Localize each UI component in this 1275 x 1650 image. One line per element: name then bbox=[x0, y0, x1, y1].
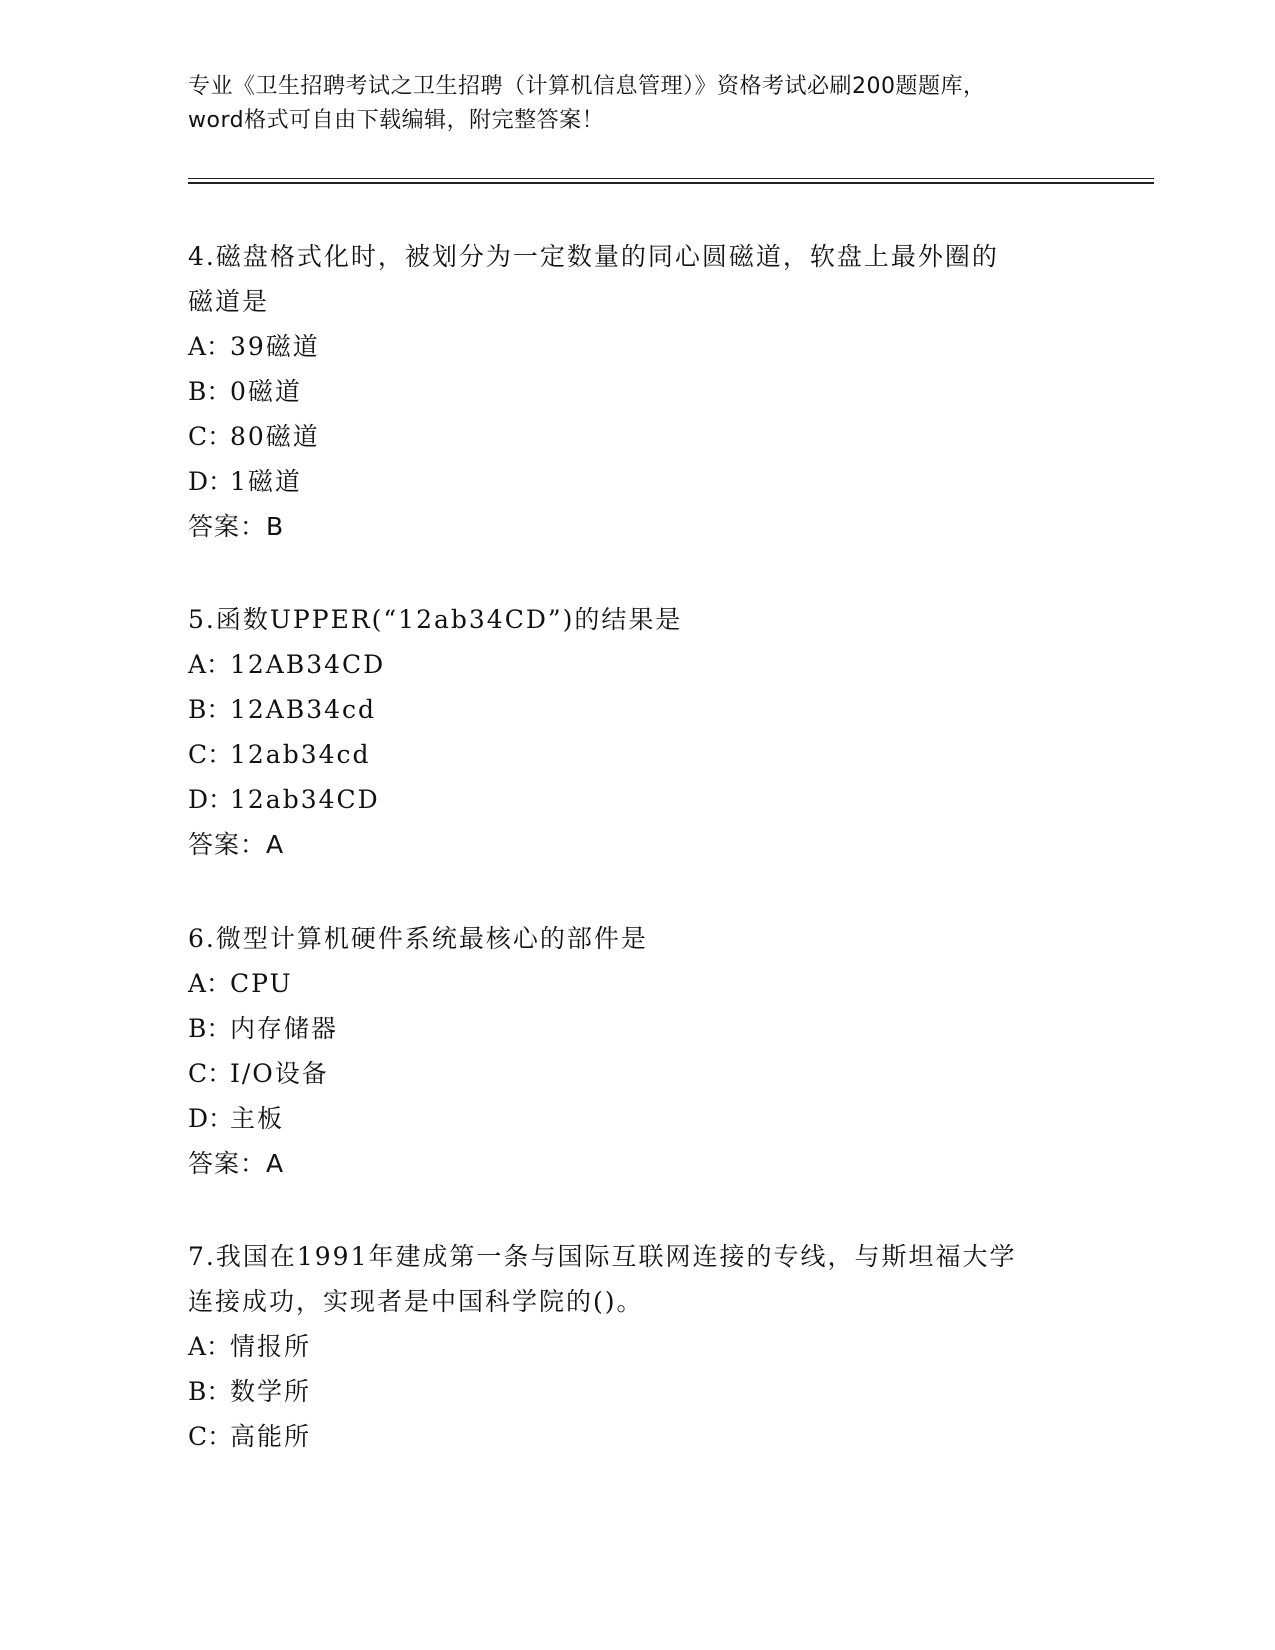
question-6 bbox=[188, 916, 1088, 1186]
option-a bbox=[188, 1324, 1088, 1369]
option-d bbox=[188, 1096, 1088, 1141]
option-text: CPU bbox=[230, 969, 293, 998]
option-text: 数学所 bbox=[230, 1377, 312, 1406]
option-c bbox=[188, 414, 1088, 459]
option-text: 0磁道 bbox=[230, 377, 302, 406]
option-b bbox=[188, 1369, 1088, 1414]
option-key: C： bbox=[188, 1422, 233, 1451]
option-a bbox=[188, 961, 1088, 1006]
question-7 bbox=[188, 1234, 1088, 1459]
question-stem-line-1: 4.磁盘格式化时，被划分为一定数量的同心圆磁道，软盘上最外圈的 bbox=[188, 242, 999, 271]
option-a bbox=[188, 642, 1088, 687]
option-c bbox=[188, 1414, 1088, 1459]
option-key: B： bbox=[188, 1014, 232, 1043]
document-header bbox=[188, 70, 1088, 138]
question-stem-line-1: 7.我国在1991年建成第一条与国际互联网连接的专线，与斯坦福大学 bbox=[188, 1242, 1017, 1271]
option-d bbox=[188, 777, 1088, 822]
option-key: B： bbox=[188, 1377, 232, 1406]
option-key: A： bbox=[188, 969, 232, 998]
option-b bbox=[188, 369, 1088, 414]
option-text: 主板 bbox=[230, 1104, 285, 1133]
option-b bbox=[188, 687, 1088, 732]
option-key: D： bbox=[188, 1104, 234, 1133]
option-text: 1磁道 bbox=[230, 467, 302, 496]
option-key: C： bbox=[188, 1059, 233, 1088]
option-text: 80磁道 bbox=[230, 422, 320, 451]
option-text: I/O设备 bbox=[230, 1059, 329, 1088]
option-key: A： bbox=[188, 332, 232, 361]
option-key: D： bbox=[188, 467, 234, 496]
question-stem-line-1: 5.函数UPPER(“12ab34CD”)的结果是 bbox=[188, 605, 683, 634]
option-text: 12AB34CD bbox=[230, 650, 386, 679]
answer-line: 答案：A bbox=[188, 1149, 285, 1178]
question-stem-line-2: 磁道是 bbox=[188, 287, 270, 316]
option-key: C： bbox=[188, 422, 233, 451]
option-key: D： bbox=[188, 785, 234, 814]
option-key: C： bbox=[188, 740, 233, 769]
header-rule-thin bbox=[188, 178, 1154, 179]
option-c bbox=[188, 1051, 1088, 1096]
question-5 bbox=[188, 597, 1088, 867]
option-text: 39磁道 bbox=[230, 332, 320, 361]
question-stem-line-1: 6.微型计算机硬件系统最核心的部件是 bbox=[188, 924, 648, 953]
question-stem-line-2: 连接成功，实现者是中国科学院的()。 bbox=[188, 1287, 644, 1316]
header-line-2: word格式可自由下载编辑，附完整答案！ bbox=[188, 108, 605, 133]
option-b bbox=[188, 1006, 1088, 1051]
option-key: A： bbox=[188, 1332, 232, 1361]
option-key: A： bbox=[188, 650, 232, 679]
option-text: 12ab34CD bbox=[230, 785, 380, 814]
option-text: 高能所 bbox=[230, 1422, 312, 1451]
option-text: 12ab34cd bbox=[230, 740, 371, 769]
option-text: 12AB34cd bbox=[230, 695, 377, 724]
option-key: B： bbox=[188, 377, 232, 406]
option-d bbox=[188, 459, 1088, 504]
question-4 bbox=[188, 234, 1088, 549]
answer-line: 答案：A bbox=[188, 830, 285, 859]
header-rule-thick bbox=[188, 182, 1154, 184]
option-a bbox=[188, 324, 1088, 369]
answer-line: 答案：B bbox=[188, 512, 285, 541]
option-key: B： bbox=[188, 695, 232, 724]
option-text: 情报所 bbox=[230, 1332, 312, 1361]
option-text: 内存储器 bbox=[230, 1014, 339, 1043]
option-c bbox=[188, 732, 1088, 777]
header-line-1: 专业《卫生招聘考试之卫生招聘（计算机信息管理）》资格考试必刷200题题库， bbox=[188, 74, 986, 99]
